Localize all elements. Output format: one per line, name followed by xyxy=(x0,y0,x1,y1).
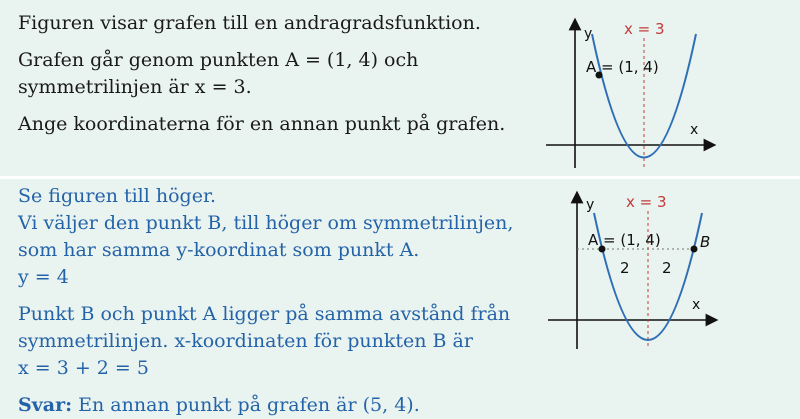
solution-block xyxy=(18,183,513,419)
x-axis-label: x xyxy=(690,122,699,138)
point-b-label: B xyxy=(700,233,711,251)
y-axis-label: y xyxy=(584,26,593,42)
point-b xyxy=(691,246,698,253)
solution-line-7: x = 3 + 2 = 5 xyxy=(18,357,149,379)
section-divider xyxy=(0,176,800,179)
question-line-2: Grafen går genom punkten A = (1, 4) och xyxy=(18,49,419,71)
answer-label: Svar: xyxy=(18,394,73,416)
distance-left-label: 2 xyxy=(620,259,630,277)
solution-line-5: Punkt B och punkt A ligger på samma avstånd från xyxy=(18,303,511,325)
distance-right-label: 2 xyxy=(662,259,672,277)
symmetry-label: x = 3 xyxy=(626,193,667,211)
point-a-label: A = (1, 4) xyxy=(588,231,661,249)
symmetry-label: x = 3 xyxy=(624,20,665,38)
solution-line-1: Se figuren till höger. xyxy=(18,185,216,207)
y-axis-label: y xyxy=(586,197,595,213)
question-line-1: Figuren visar grafen till en andragradsfunktion. xyxy=(18,12,481,34)
answer-line xyxy=(18,392,513,419)
question-line-4: Ange koordinaterna för en annan punkt på grafen. xyxy=(18,113,506,135)
figure-2-graph xyxy=(540,189,720,359)
question-line-3: symmetrilinjen är x = 3. xyxy=(18,76,252,98)
point-a-label: A = (1, 4) xyxy=(586,58,659,76)
question-block xyxy=(18,10,505,138)
solution-line-6: symmetrilinjen. x-koordinaten för punkten B är xyxy=(18,330,473,352)
figure-1-graph xyxy=(540,14,720,174)
solution-line-4: y = 4 xyxy=(18,266,69,288)
solution-line-2: Vi väljer den punkt B, till höger om symmetrilinjen, xyxy=(18,212,514,234)
answer-text: En annan punkt på grafen är (5, 4). xyxy=(78,394,420,416)
x-axis-label: x xyxy=(692,297,701,313)
solution-line-3: som har samma y-koordinat som punkt A. xyxy=(18,239,420,261)
